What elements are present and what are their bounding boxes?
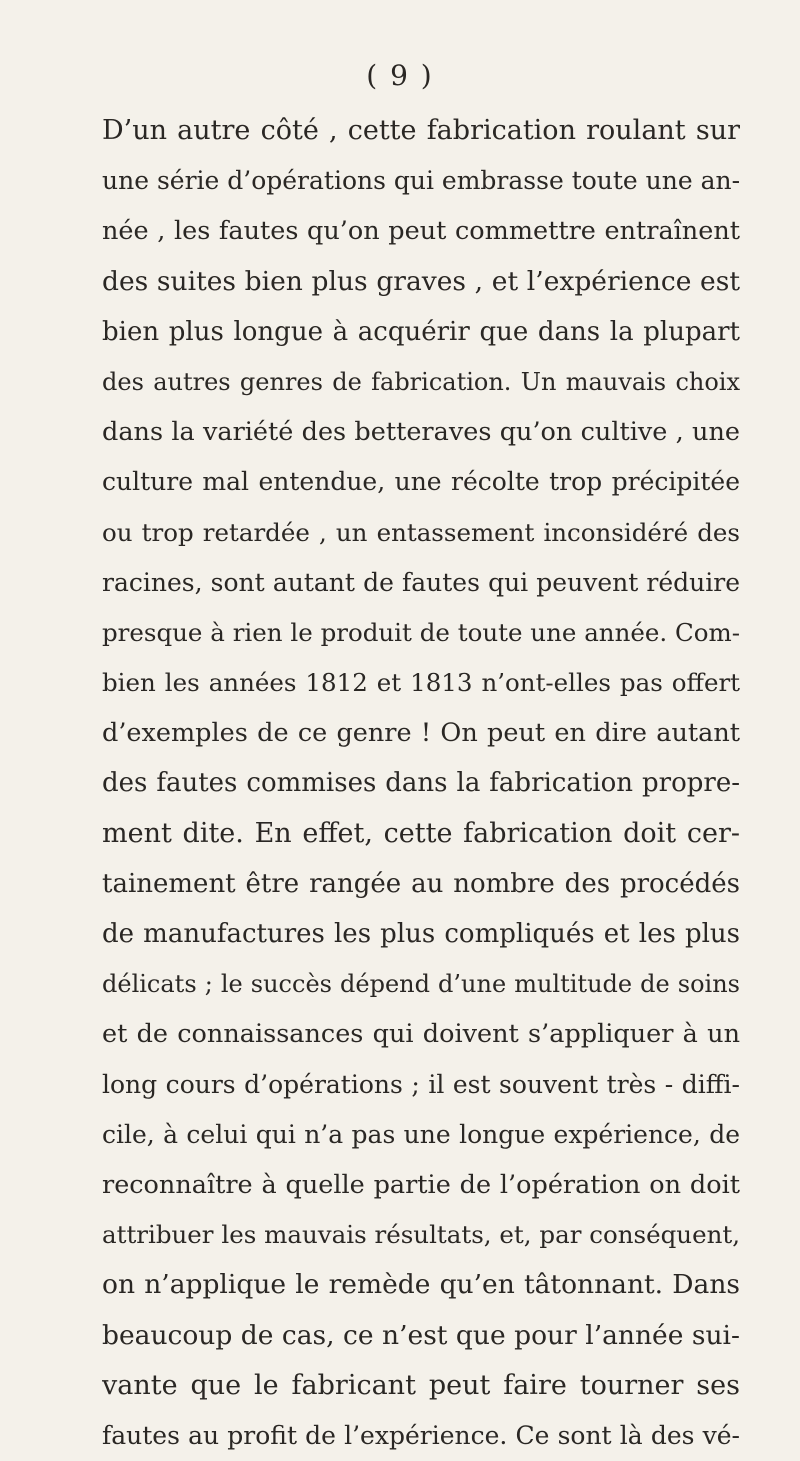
text-line: D’un autre côté , cette fabrication roulant sur [102,115,740,146]
text-line: reconnaître à quelle partie de l’opération on doit [102,1169,740,1200]
text-line: culture mal entendue, une récolte trop précipitée [102,467,740,497]
text-line: une série d’opérations qui embrasse toute une an- [102,166,740,196]
page-number: ( 9 ) [366,59,434,92]
text-line: bien les années 1812 et 1813 n’ont-elles pas offert [102,668,740,698]
text-line: d’exemples de ce genre ! On peut en dire autant [102,718,740,749]
text-line: fautes au profit de l’expérience. Ce sont là des vé- [102,1420,740,1450]
body-text [102,106,740,1461]
text-line: cile, à celui qui n’a pas une longue expérience, de [102,1119,740,1149]
text-line: des fautes commises dans la fabrication propre- [102,768,740,799]
text-line: attribuer les mauvais résultats, et, par conséquent, [102,1220,740,1250]
text-line: ment dite. En effet, cette fabrication doit cer- [102,817,740,849]
text-line: née , les fautes qu’on peut commettre entraînent [102,216,740,247]
text-line: des suites bien plus graves , et l’expérience est [102,265,740,297]
text-line: et de connaissances qui doivent s’appliquer à un [102,1019,740,1050]
text-line: beaucoup de cas, ce n’est que pour l’année sui- [102,1319,740,1351]
text-line: long cours d’opérations ; il est souvent très - diffi- [102,1069,740,1099]
text-line: des autres genres de fabrication. Un mauvais choix [102,367,740,396]
text-line: tainement être rangée au nombre des procédés [102,868,740,899]
text-line: racines, sont autant de fautes qui peuvent réduire [102,567,740,597]
text-line: on n’applique le remède qu’en tâtonnant. Dans [102,1269,740,1301]
text-line: presque à rien le produit de toute une année. Com- [102,617,740,647]
text-line: ou trop retardée , un entassement inconsidéré des [102,517,740,547]
text-line: délicats ; le succès dépend d’une multitude de soins [102,970,740,999]
text-line: dans la variété des betteraves qu’on cultive , une [102,417,740,448]
text-line: bien plus longue à acquérir que dans la plupart [102,316,740,347]
text-line: vante que le fabricant peut faire tourner ses [102,1369,740,1401]
text-line: de manufactures les plus compliqués et les plus [102,919,740,949]
